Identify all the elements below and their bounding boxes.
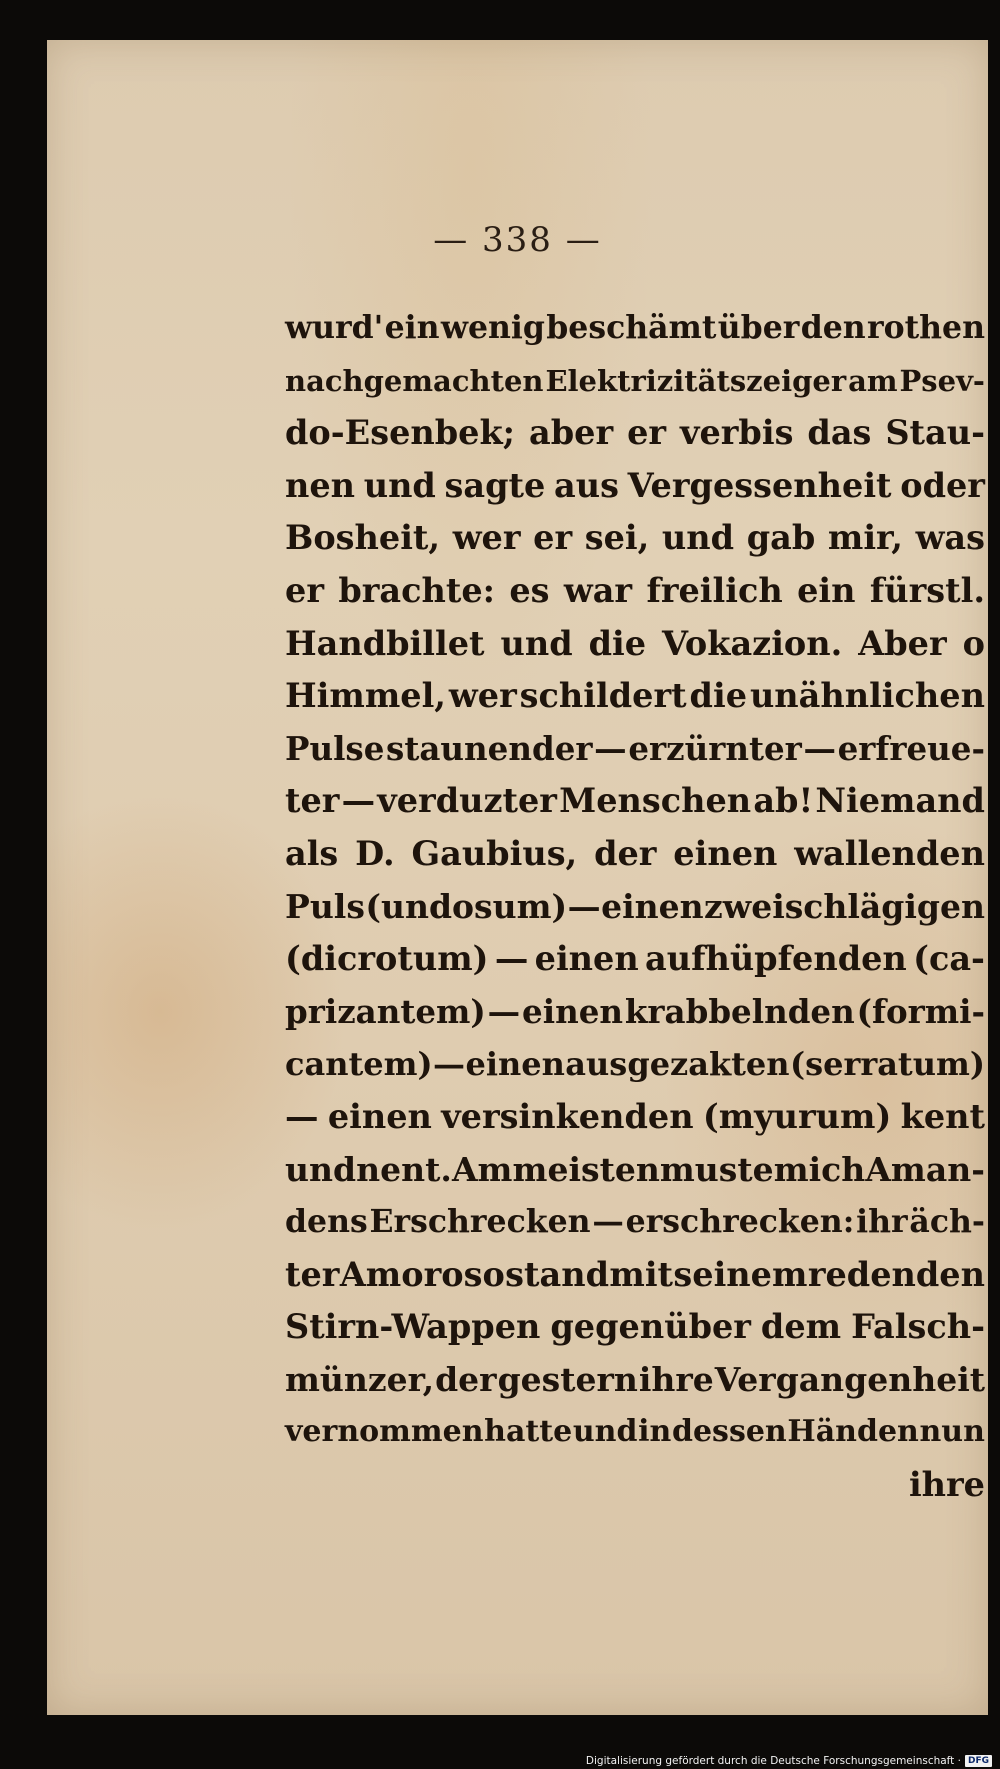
text-line: dens Erschrecken — erschrecken: ihr äch- bbox=[285, 1203, 985, 1241]
text-line: und nent. Am meisten muste mich Aman- bbox=[285, 1149, 985, 1189]
body-text bbox=[285, 302, 985, 1512]
text-line: Pulse staunender — erzürnter — erfreue- bbox=[285, 728, 985, 768]
text-line: (dicrotum) — einen aufhüpfenden (ca- bbox=[285, 939, 985, 979]
text-line: wurd' ein wenig beschämt über den rothen bbox=[285, 309, 985, 346]
page-number: — 338 — bbox=[433, 220, 602, 260]
dfg-logo: DFG bbox=[965, 1755, 992, 1767]
text-line: als D. Gaubius, der einen wallenden bbox=[285, 833, 985, 873]
text-line: Handbillet und die Vokazion. Aber o bbox=[285, 623, 985, 663]
text-line: münzer, der gestern ihre Vergangenheit bbox=[285, 1359, 985, 1399]
book-page bbox=[47, 40, 988, 1715]
text-line: ter — verduzter Menschen ab! Niemand bbox=[285, 781, 985, 821]
text-line: Stirn-Wappen gegenüber dem Falsch- bbox=[285, 1307, 985, 1347]
text-line: — einen versinkenden (myurum) kent bbox=[285, 1096, 985, 1136]
text-line: Himmel, wer schildert die unähnlichen bbox=[285, 676, 985, 716]
text-line: nen und sagte aus Vergessenheit oder bbox=[285, 465, 985, 505]
text-line: cantem) — einen ausgezakten (serratum) bbox=[285, 1045, 985, 1084]
text-line: prizantem) — einen krabbelnden (formi- bbox=[285, 991, 985, 1031]
credit-text: Digitalisierung gefördert durch die Deutsche Forschungsgemeinschaft · bbox=[585, 1755, 961, 1767]
text-line: Puls (undosum) — einen zweischlägigen bbox=[285, 886, 985, 926]
text-line: do-Esenbek; aber er verbis das Stau- bbox=[285, 413, 985, 453]
text-line: nachgemachten Elektrizitätszeiger am Psev- bbox=[285, 363, 985, 398]
text-line: er brachte: es war freilich ein fürstl. bbox=[285, 570, 985, 610]
digitization-credit bbox=[586, 1755, 992, 1767]
text-line: Bosheit, wer er sei, und gab mir, was bbox=[285, 518, 985, 558]
text-line: ter Amoroso stand mit seinem redenden bbox=[285, 1254, 985, 1294]
text-line: vernommen hatte und in dessen Händen nun bbox=[285, 1414, 985, 1450]
text-line: ihre bbox=[908, 1465, 985, 1505]
